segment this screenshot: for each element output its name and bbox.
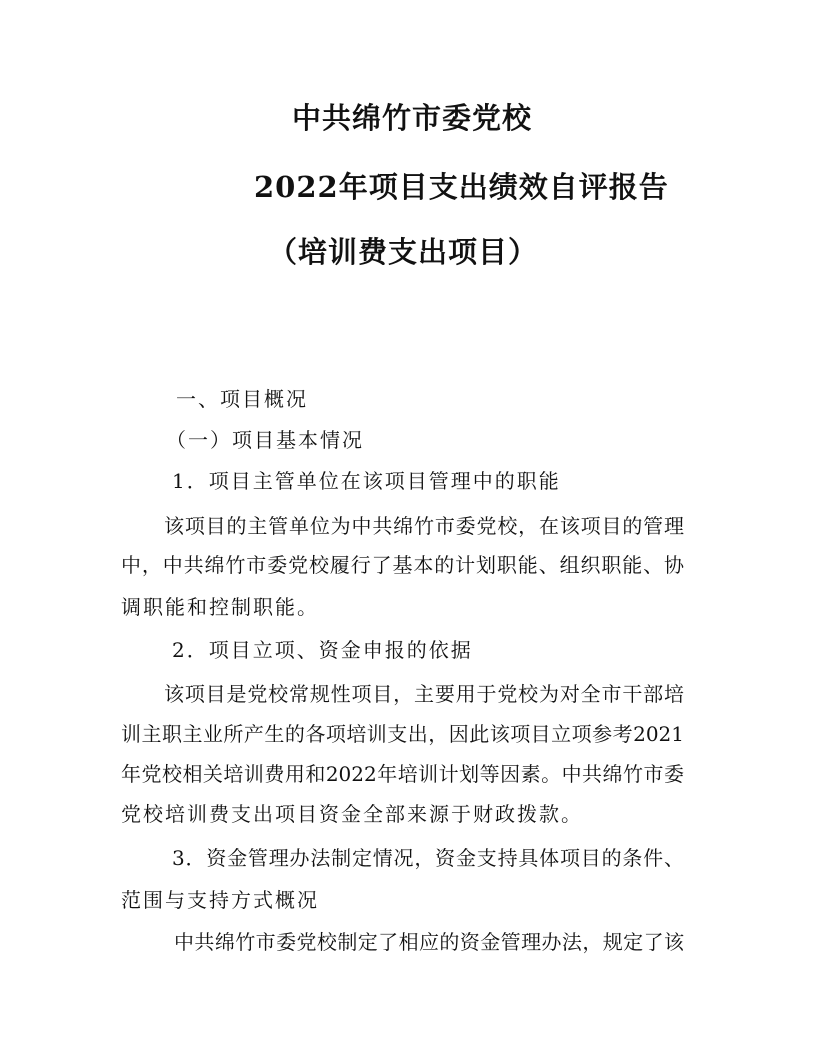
section-heading-project-overview: 一、项目概况 [176, 387, 308, 411]
subsection-heading-basic-info: （一）项目基本情况 [166, 428, 364, 452]
document-title-line-3: （培训费支出项目） [268, 235, 539, 269]
paragraph-line: 年党校相关培训费用和2022年培训计划等因素。中共绵竹市委 [121, 762, 684, 786]
document-title-line-1: 中共绵竹市委党校 [292, 101, 533, 135]
paragraph-line: 中，中共绵竹市委党校履行了基本的计划职能、组织职能、协 [121, 553, 684, 577]
item-heading-3-line-1: 3．资金管理办法制定情况，资金支持具体项目的条件、 [172, 846, 684, 870]
paragraph-line: 该项目是党校常规性项目，主要用于党校为对全市干部培 [164, 682, 684, 706]
paragraph-line: 该项目的主管单位为中共绵竹市委党校，在该项目的管理 [164, 514, 684, 538]
item-heading-2: 2．项目立项、资金申报的依据 [172, 638, 473, 662]
paragraph-line: 中共绵竹市委党校制定了相应的资金管理办法，规定了该 [174, 930, 684, 954]
document-title-line-2: 2022年项目支出绩效自评报告 [254, 170, 669, 204]
item-heading-3-line-2: 范围与支持方式概况 [121, 888, 319, 912]
paragraph-line: 调职能和控制职能。 [121, 595, 319, 619]
paragraph-line: 党校培训费支出项目资金全部来源于财政拨款。 [121, 802, 583, 826]
item-heading-1: 1．项目主管单位在该项目管理中的职能 [172, 469, 561, 493]
paragraph-line: 训主职主业所产生的各项培训支出，因此该项目立项参考2021 [121, 722, 684, 746]
